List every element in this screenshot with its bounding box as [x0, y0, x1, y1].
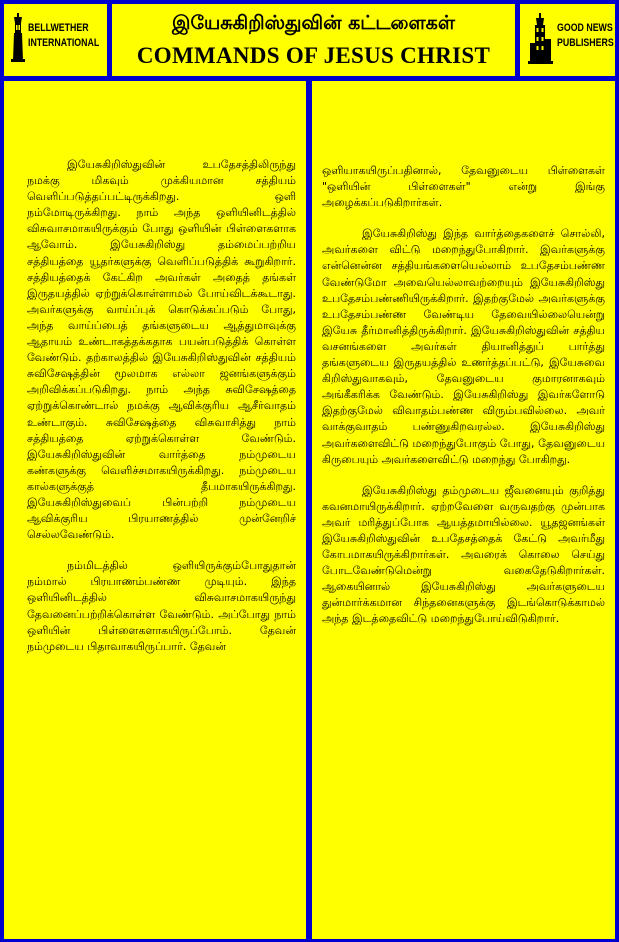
tower-icon — [10, 13, 26, 63]
right-paragraph-2: இயேசுகிறிஸ்து இந்த வார்த்தைகளைச் சொல்லி, அவர்களை விட்டு மறைந்துபோகிறார். இவர்களுக்கு என்னென்ன சத்தியங்களையெல்லாம் உபதேசம்பண்ண வேண்டுமோ அவையெல்லாவற்றையும் இயேசுகிறிஸ்து உபதேசம்பண்ணியிருக்கிறார். இதற்குமேல் அவர்களுக்கு உபதேசம்பண்ண வேண்டிய தேவையில்லையென்று இயேசு தீர்மானித்திருக்கிறார். இயேசுகிறிஸ்துவின் சத்திய வசனங்களை அவர்கள் தியானித்துப் பார்த்து தங்களுடைய இருதயத்தில் உணர்த்தப்பட்டு, இயேசுவை கிறிஸ்துவாகவும், தேவனுடைய குமாரனாகவும் அங்கீகரிக்க வேண்டும். இயேசுகிறிஸ்து இவர்களோடு இதற்குமேல் விவாதம்பண்ண விரும்பவில்லை. அவர் வாக்குவாதம் பண்ணுகிறவரல்ல. இயேசுகிறிஸ்து அவர்களைவிட்டு மறைந்துபோகும் போது, தேவனுடைய கிருபையும் அவர்களைவிட்டு மறைந்து போகிறது. — [322, 227, 605, 466]
left-column — [4, 81, 306, 939]
good-news-logo — [520, 4, 615, 76]
right-paragraph-1: ஒளியாகயிருப்பதினால், தேவனுடைய பிள்ளைகள் "ஒளியின் பிள்ளைகள்" என்று இங்கு அழைக்கப்படுகிறார்கள். — [322, 164, 605, 210]
left-paragraph-2: நம்மிடத்தில் ஒளியிருக்கும்போதுதான் நம்மால் பிரயாணம்பண்ண முடியும். இந்த ஒளியினிடத்தில் விசுவாசமாகயிருந்து தேவனைப்பற்றிக்கொள்ள வேண்டும். அப்போது நாம் ஒளியின் பிள்ளைகளாகயிருப்போம். தேவன் நம்முடைய பிதாவாகயிருப்பார். தேவன் — [27, 559, 296, 653]
building-icon — [528, 13, 554, 65]
right-logo-line2: PUBLISHERS — [557, 37, 614, 49]
left-logo-line1: BELLWETHER — [28, 22, 89, 34]
bellwether-logo — [4, 4, 107, 76]
left-paragraph-1: இயேசுகிறிஸ்துவின் உபதேசத்திலிருந்து நமக்கு மிகவும் முக்கியமான சத்தியம் வெளிப்படுத்தப்பட்டிருக்கிறது. ஒளி நம்மோடிருக்கிறது. நாம் அந்த ஒளியினிடத்தில் விசுவாசமாகயிருக்கும் போது ஒளியின் பிள்ளைகளாக ஆவோம். இயேசுகிறிஸ்து தம்மைப்பற்றிய சத்தியத்தை யூதர்களுக்கு வெளிப்படுத்திக் கூறுகிறார். சத்தியத்தைக் கேட்கிற அவர்கள் அதைத் தங்கள் இருதயத்தில் ஏற்றுக்கொள்ளாமல் போய்விடக்கூடாது. அவர்களுக்கு வாய்ப்புக் கொடுக்கப்படும் போது, அந்த வாய்ப்பைத் தங்களுடைய ஆத்துமாவுக்கு ஆதாயம் உண்டாகத்தக்கதாக பயன்படுத்திக் கொள்ள வேண்டும். தற்காலத்தில் இயேசுகிறிஸ்துவின் சத்தியம் சுவிசேஷத்தின் மூலமாக எல்லா ஜனங்களுக்கும் அறிவிக்கப்படுகிறது. நாம் அந்த சுவிசேஷத்தை ஏற்றுக்கொண்டால் நமக்கு ஆவிக்குரிய ஆசீர்வாதம் உண்டாகும். சுவிசேஷத்தை விசுவாசித்து நாம் சத்தியத்தை ஏற்றுக்கொள்ள வேண்டும். இயேசுகிறிஸ்துவின் வார்த்தை நம்முடைய கண்களுக்கு வெளிச்சமாகயிருக்கிறது. நம்முடைய கால்களுக்குத் தீபமாகயிருக்கிறது. இயேசுகிறிஸ்துவைப் பின்பற்றி நம்முடைய ஆவிக்குரிய பிரயாணத்தில் முன்னேறிச் செல்லவேண்டும். — [27, 158, 296, 542]
right-logo-line1: GOOD NEWS — [557, 22, 613, 34]
title-english: COMMANDS OF JESUS CHRIST — [136, 43, 491, 68]
right-paragraph-3: இயேசுகிறிஸ்து தம்முடைய ஜீவனையும் குறித்து கவனமாயிருக்கிறார். ஏற்றவேளை வருவதற்கு முன்பாக அவர் மரித்துப்போக ஆயத்தமாயில்லை. யூதஜனங்கள் இயேசுகிறிஸ்துவின் உபதேசத்தைக் கேட்டு அவர்மீது கோபமாகயிருக்கிறார்கள். அவரைக் கொலை செய்து போடவேண்டுமென்று வகைதேடுகிறார்கள். ஆகையினால் இயேசுகிறிஸ்து அவர்களுடைய துன்மார்க்கமான சிந்தனைகளுக்கு இடங்கொடுக்காமல் அந்த இடத்தைவிட்டு மறைந்துபோய்விடுகிறார். — [322, 483, 605, 626]
title-tamil: இயேசுகிறிஸ்துவின் கட்டளைகள் — [172, 12, 455, 34]
right-column — [312, 81, 615, 939]
left-logo-line2: INTERNATIONAL — [28, 37, 100, 49]
header-bar — [0, 0, 619, 80]
title-panel — [112, 4, 515, 76]
